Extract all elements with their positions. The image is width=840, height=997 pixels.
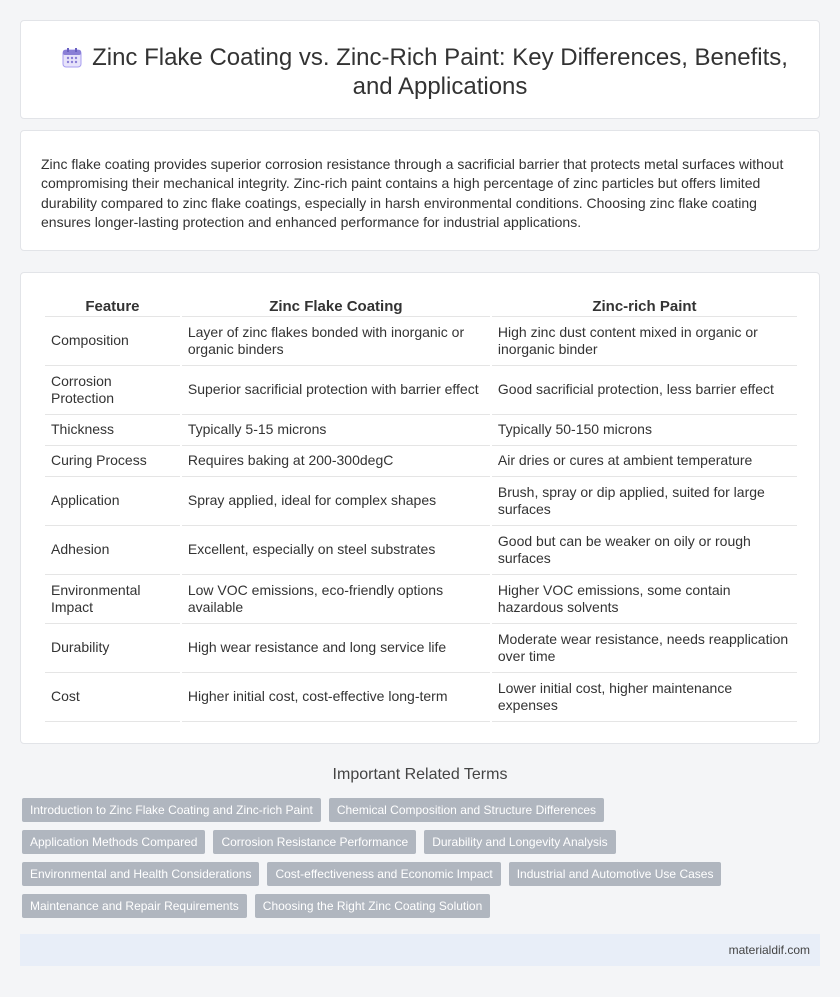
- table-cell: Environmental Impact: [45, 575, 180, 624]
- page-title: Zinc Flake Coating vs. Zinc-Rich Paint: Key Differences, Benefits, and Applications: [92, 44, 788, 100]
- table-cell: Good but can be weaker on oily or rough surfaces: [492, 526, 797, 575]
- table-cell: Typically 5-15 microns: [182, 415, 490, 446]
- table-cell: High wear resistance and long service life: [182, 624, 490, 673]
- related-term-tag[interactable]: Environmental and Health Considerations: [22, 862, 259, 886]
- table-cell: High zinc dust content mixed in organic or inorganic binder: [492, 317, 797, 366]
- table-cell: Excellent, especially on steel substrates: [182, 526, 490, 575]
- table-row: [45, 415, 797, 446]
- related-term-tag[interactable]: Corrosion Resistance Performance: [213, 830, 416, 854]
- table-cell: Higher VOC emissions, some contain hazardous solvents: [492, 575, 797, 624]
- table-row: [45, 477, 797, 526]
- related-term-tag[interactable]: Cost-effectiveness and Economic Impact: [267, 862, 500, 886]
- table-row: [45, 673, 797, 722]
- related-term-tag[interactable]: Introduction to Zinc Flake Coating and Zinc-rich Paint: [22, 798, 321, 822]
- table-cell: Moderate wear resistance, needs reapplication over time: [492, 624, 797, 673]
- table-cell: Lower initial cost, higher maintenance expenses: [492, 673, 797, 722]
- comparison-card: [20, 272, 820, 744]
- table-row: [45, 526, 797, 575]
- table-cell: Durability: [45, 624, 180, 673]
- table-cell: Curing Process: [45, 446, 180, 477]
- table-cell: Thickness: [45, 415, 180, 446]
- table-cell: Air dries or cures at ambient temperature: [492, 446, 797, 477]
- header-feature: Feature: [45, 295, 180, 317]
- related-terms-list: [22, 798, 802, 926]
- table-cell: Application: [45, 477, 180, 526]
- table-row: [45, 446, 797, 477]
- related-term-tag[interactable]: Durability and Longevity Analysis: [424, 830, 615, 854]
- table-cell: Cost: [45, 673, 180, 722]
- intro-paragraph: Zinc flake coating provides superior corrosion resistance through a sacrificial barrier that protects metal surfaces without compromising their mechanical integrity. Zinc-rich paint contains a high percentage of zinc particles but offers limited durability compared to zinc flake coatings, especially in harsh environmental conditions. Choosing zinc flake coating ensures longer-lasting protection and enhanced performance for industrial applications.: [41, 156, 784, 231]
- related-terms-title: Important Related Terms: [332, 766, 508, 783]
- table-cell: Brush, spray or dip applied, suited for large surfaces: [492, 477, 797, 526]
- table-cell: Typically 50-150 microns: [492, 415, 797, 446]
- footer: [20, 934, 820, 966]
- related-term-tag[interactable]: Chemical Composition and Structure Differences: [329, 798, 604, 822]
- related-term-tag[interactable]: Industrial and Automotive Use Cases: [509, 862, 722, 886]
- header-zinc-flake: Zinc Flake Coating: [182, 295, 490, 317]
- table-row: [45, 366, 797, 415]
- related-term-tag[interactable]: Choosing the Right Zinc Coating Solution: [255, 894, 490, 918]
- table-row: [45, 624, 797, 673]
- table-cell: Higher initial cost, cost-effective long-term: [182, 673, 490, 722]
- header-zinc-rich: Zinc-rich Paint: [492, 295, 797, 317]
- table-row: [45, 317, 797, 366]
- comparison-table: [43, 295, 799, 722]
- table-row: [45, 575, 797, 624]
- intro-card: [20, 130, 820, 251]
- table-cell: Adhesion: [45, 526, 180, 575]
- related-term-tag[interactable]: Maintenance and Repair Requirements: [22, 894, 247, 918]
- related-term-tag[interactable]: Application Methods Compared: [22, 830, 205, 854]
- title-card: [20, 20, 820, 119]
- table-cell: Layer of zinc flakes bonded with inorganic or organic binders: [182, 317, 490, 366]
- table-cell: Composition: [45, 317, 180, 366]
- table-header-row: [45, 295, 797, 317]
- table-cell: Superior sacrificial protection with barrier effect: [182, 366, 490, 415]
- table-cell: Requires baking at 200-300degC: [182, 446, 490, 477]
- table-cell: Low VOC emissions, eco-friendly options available: [182, 575, 490, 624]
- table-cell: Good sacrificial protection, less barrier effect: [492, 366, 797, 415]
- footer-site[interactable]: materialdif.com: [728, 943, 810, 957]
- table-cell: Corrosion Protection: [45, 366, 180, 415]
- table-cell: Spray applied, ideal for complex shapes: [182, 477, 490, 526]
